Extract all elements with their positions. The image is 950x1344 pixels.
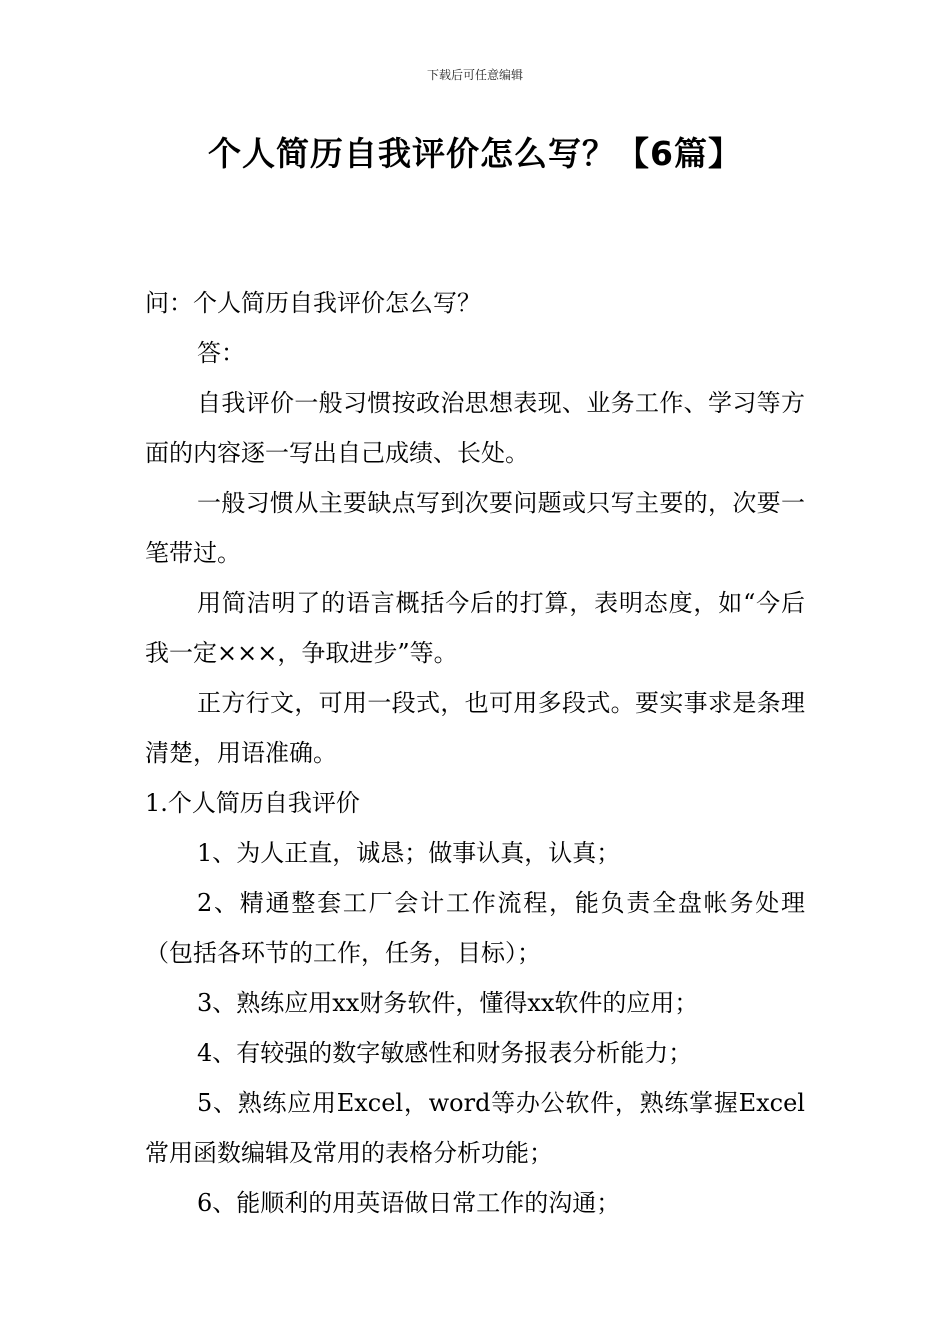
document-title: 个人简历自我评价怎么写？【6篇】 [208, 134, 742, 173]
paragraph: 正方行文，可用一段式，也可用多段式。要实事求是条理清楚，用语准确。 [145, 689, 805, 767]
list-item: 2、精通整套工厂会计工作流程，能负责全盘帐务处理（包括各环节的工作，任务，目标）； [145, 889, 805, 967]
list-item: 1、为人正直，诚恳；做事认真，认真； [197, 839, 621, 867]
section-heading: 1.个人简历自我评价 [145, 789, 360, 817]
paragraph: 一般习惯从主要缺点写到次要问题或只写主要的，次要一笔带过。 [145, 489, 805, 567]
header-note: 下载后可任意编辑 [426, 68, 523, 82]
list-item: 5、熟练应用Excel，word等办公软件，熟练掌握Excel常用函数编辑及常用的表格分析功能； [145, 1089, 805, 1167]
document-body [145, 278, 805, 1228]
list-item: 4、有较强的数字敏感性和财务报表分析能力； [197, 1039, 693, 1067]
paragraph: 用简洁明了的语言概括今后的打算，表明态度，如“今后我一定×××，争取进步”等。 [145, 589, 805, 667]
question-line: 问：个人简历自我评价怎么写？ [145, 289, 481, 317]
answer-label: 答： [197, 339, 245, 367]
list-item: 6、能顺利的用英语做日常工作的沟通； [197, 1189, 621, 1217]
paragraph: 自我评价一般习惯按政治思想表现、业务工作、学习等方面的内容逐一写出自己成绩、长处。 [145, 389, 805, 467]
list-item: 3、熟练应用xx财务软件，懂得xx软件的应用； [197, 989, 699, 1017]
